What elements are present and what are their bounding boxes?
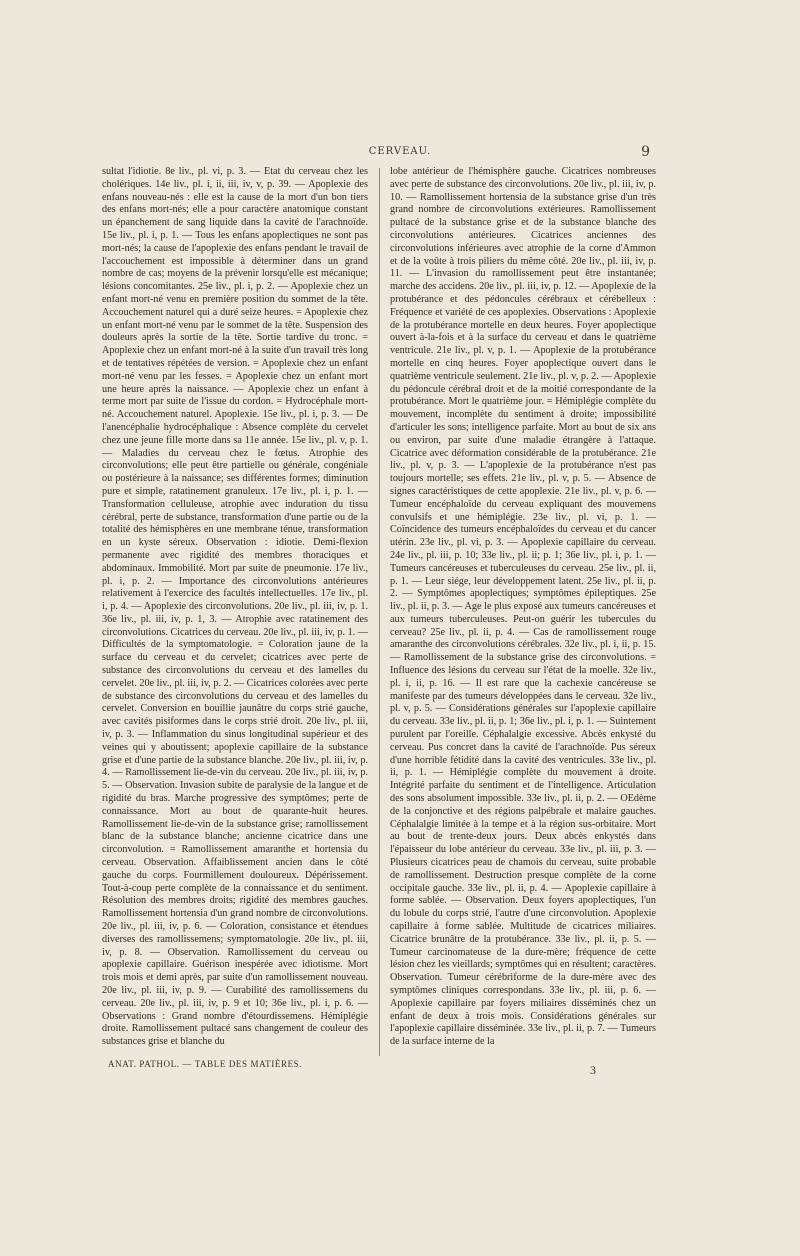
column-divider (379, 168, 380, 1056)
right-column (390, 166, 656, 1049)
page-number: 9 (641, 144, 650, 160)
running-head (0, 146, 800, 160)
running-title: CERVEAU. (368, 146, 432, 157)
left-column (102, 166, 368, 1049)
left-column-text: sultat l'idiotie. 8e liv., pl. vi, p. 3. — Etat du cerveau chez les cholériques. 14e liv., pl. i, ii, iii, iv, v, p. 39. — Apoplexie des enfans nouveau-nés : elle est la cause de la mort d'un bon tiers des enfans mort-nés; elle a pour caractère anatomique constant un épanchement de sang liquide dans la cavité de l'arachnoïde. 15e liv., pl. i, p. 1. — Tous les enfans apoplectiques ne sont pas mort-nés; la cause de l'apoplexie des enfans pendant le travail de l'accouchement est impossible à déterminer dans un grand nombre de cas; moyens de la prévenir lorsqu'elle est mécanique; lésions concomitantes. 25e liv., pl. i, p. 2. — Apoplexie chez un enfant mort-né venu en première position du sommet de la tête. Accouchement naturel qui a duré seize heures. = Apoplexie chez un enfant mort-né venu par le sommet de la tête. Suspension des douleurs après la sortie de la tête. Sortie tardive du tronc. = Apoplexie chez un enfant mort-né à la suite d'un travail très long et de tentatives répétées de version. = Apoplexie chez un enfant mort-né venu par les fesses. = Apoplexie chez un enfant mort une heure après la naissance. — Apoplexie chez un enfant à terme mort par suite de l'issue du cordon. = Hydrocéphale mort-né. Accouchement naturel. Apoplexie. 15e liv., pl. i, p. 3. — De l'anencéphalie hydrocéphalique : Absence complète du cervelet chez une jeune fille morte dans sa 11e année. 15e liv., pl. v, p. 1. — Maladies du cerveau chez le fœtus. Atrophie des circonvolutions; elle peut être partielle ou générale, congéniale ou postérieure à la naissance; ses différentes formes; diminution pure et simple, ratatinement granuleux. 17e liv., pl. i, p. 1. — Transformation celluleuse, atrophie avec induration du tissu cérébral, perte de substance, transformation d'une partie ou de la totalité des hémisphères en une membrane ténue, transformation en un kyste séreux. Observation : idiotie. Demi-flexion permanente avec rigidité des membres thoraciques et abdominaux. Immobilité. Mort par suite de pneumonie. 17e liv., pl. i, p. 2. — Importance des circonvolutions antérieures relativement à l'exercice des facultés intellectuelles. 17e liv., pl. i, p. 4. — Apoplexie des circonvolutions. 20e liv., pl. iii, iv, p. 1. 36e liv., pl. iii, iv, p. 1, 3. — Atrophie avec ratatinement des circonvolutions. Cicatrices du cerveau. 20e liv., pl. iii, iv, p. 1. — Difficultés de la symptomatologie. = Coloration jaune de la surface du cerveau et du cervelet; cicatrices avec perte de substance des circonvolutions du cerveau et des lamelles du cervelet. 20e liv., pl. iii, iv, p. 2. — Cicatrices colorées avec perte de substance des circonvolutions du cerveau et des lamelles du cervelet. Conversion en bouillie jaunâtre du corps strié gauche, avec cavités pisiformes dans le corps strié droit. 20e liv., pl. iii, iv, p. 3. — Inflammation du sinus longitudinal supérieur et des veines qui y aboutissent; apoplexie capillaire de la substance grise et d'une partie de la substance blanche. 20e liv., pl. iii, iv, p. 4. — Ramollissement lie-de-vin du cerveau. 20e liv., pl. iii, iv, p. 5. — Observation. Invasion subite de paralysie de la langue et de rigidité du bras. Marche progressive des symptômes; perte de connaissance. Mort au bout de quarante-huit heures. Ramollissement lie-de-vin de la substance grise; ramollissement blanc de la substance blanche; ancienne cicatrice dans une circonvolution. = Ramollissement amaranthe et hortensia du cerveau. Observation. Affaiblissement ancien dans le côté gauche du corps. Fourmillement douloureux. Dépérissement. Tout-à-coup perte complète de la connaissance et du sentiment. Résolution des membres droits; rigidité des membres gauches. Ramollissement hortensia d'un grand nombre de circonvolutions. 20e liv., pl. iii, iv, p. 6. — Coloration, consistance et étendues diverses des ramollissemens; symptomatologie. 20e liv., pl. iii, iv, p. 8. — Observation. Ramollissement du cerveau ou apoplexie capillaire. Guérison inespérée avec idiotisme. Mort trois mois et demi après, par suite d'un ramollissement nouveau. 20e liv., pl. iii, iv, p. 9. — Curabilité des ramollissemens du cerveau. 20e liv., pl. iii, iv, p. 9 et 10; 36e liv., pl. i, p. 6. — Observations : Grand nombre d'étourdissemens. Hémiplégie droite. Ramollissement pultacé sans changement de couleur des substances grise et blanche du (102, 166, 368, 1048)
signature-mark: 3 (590, 1063, 596, 1077)
footer-title: ANAT. PATHOL. — TABLE DES MATIÈRES. (108, 1059, 303, 1069)
right-column-text: lobe antérieur de l'hémisphère gauche. Cicatrices nombreuses avec perte de substance des circonvolutions. 20e liv., pl. iii, iv, p. 10. — Ramollissement hortensia de la substance grise d'un très grand nombre de circonvolutions extérieures. Ramollissement pultacé de la substance grise et de la substance blanche des circonvolutions antérieures. Cicatrices anciennes des circonvolutions inférieures avec atrophie de la corne d'Ammon et de la voûte à trois piliers du même côté. 20e liv., pl. iii, iv, p. 11. — L'invasion du ramollissement peut être instantanée; marche des accidens. 20e liv., pl. iii, iv, p. 12. — Apoplexie de la protubérance et des pédoncules cérébraux et cérébelleux : Fréquence et variété de ces apoplexies. Observations : Apoplexie de la protubérance mortelle en deux heures. Foyer apoplectique ouvert à-la-fois et à la surface du cerveau et dans le quatrième ventricule. 21e liv., pl. v, p. 1. — Apoplexie de la protubérance mortelle en cinq heures. Foyer apoplectique ouvert dans le quatrième ventricule seulement. 21e liv., pl. v, p. 2. — Apoplexie du pédoncule cérébral droit et de la moitié correspondante de la protubérance. Mort le quatrième jour. = Hémiplégie complète du mouvement, incomplète du sentiment à droite; impossibilité d'articuler les sons; intelligence parfaite. Mort au bout de six ans ou environ, par suite d'une maladie étrangère à l'attaque. Cicatrice avec déformation considérable de la protubérance. 21e liv., pl. v, p. 3. — L'apoplexie de la protubérance n'est pas toujours mortelle; ses effets. 21e liv., pl. v, p. 5. — Absence de signes caractéristiques de cette apoplexie. 21e liv., pl. v, p. 6. — Tumeur encéphaloïde du cerveau expliquant des mouvemens convulsifs et une hémiplégie. 23e liv., pl. vi, p. 1. — Coïncidence des tumeurs encéphaloïdes du cerveau et du cancer utérin. 23e liv., pl. vi, p. 3. — Apoplexie capillaire du cerveau. 24e liv., pl. iii, p. 10; 33e liv., pl. ii; p. 1; 36e liv., pl. i, p. 1. — Tumeurs cancéreuses et tuberculeuses du cerveau. 25e liv., pl. ii, p. 1. — Leur siége, leur développement latent. 25e liv., pl. ii, p. 2. — Symptômes apoplectiques; symptômes épileptiques. 25e liv., pl. ii, p. 3. — Age le plus exposé aux tumeurs cancéreuses et aux tumeurs tuberculeuses. Peut-on guérir les tubercules du cerveau? 25e liv., pl. ii, p. 4. — Cas de ramollissement rouge amaranthe des circonvolutions cérébrales. 32e liv., pl. i, ii, p. 15. — Ramollissement de la substance grise des circonvolutions. = Influence des lésions du cerveau sur l'état de la moelle. 32e liv., pl. i, ii, p. 16. — Il est rare que la cachexie cancéreuse se manifeste par des tumeurs développées dans le cerveau. 32e liv., pl. v, p. 5. — Considérations générales sur l'apoplexie capillaire du cerveau. 33e liv., pl. ii, p. 1; 36e liv., pl. i, p. 1. — Suintement purulent par l'oreille. Céphalalgie excessive. Abcès enkysté du cerveau. Pus concret dans la cavité de l'arachnoïde. Pus séreux d'une horrible fétidité dans la cavité des ventricules. 33e liv., pl. ii, p. 1. — Hémiplégie complète du mouvement à droite. Intégrité parfaite du sentiment et de l'intelligence. Articulation des sons absolument impossible. 33e liv., pl. ii, p. 2. — OEdème de la conjonctive et des régions palpébrale et malaire gauches. Céphalalgie limitée à la tempe et à la région sus-orbitaire. Mort au bout de trente-deux jours. Deux abcès enkystés dans l'épaisseur du lobe antérieur du cerveau. 33e liv., pl. iii, p. 3. — Plusieurs cicatrices peau de chamois du cerveau, suite probable de ramollissement. Destruction presque complète de la corne occipitale gauche. 33e liv., pl. ii, p. 4. — Apoplexie capillaire à forme sablée. — Observation. Deux foyers apoplectiques, l'un du lobule du corps strié, l'autre d'une circonvolution. Apoplexie capillaire à forme sablée. Multitude de cicatrices miliaires. Cicatrice brunâtre de la protubérance. 33e liv., pl. ii, p. 5. — Tumeur carcinomateuse de la dure-mère; fréquence de cette lésion chez les vieillards; symptômes qui en résultent; caractères. Observation. Tumeur cérébriforme de la dure-mère avec des symptômes cliniques correspondans. 33e liv., pl. iii, p. 6. — Apoplexie capillaire par foyers miliaires disséminés chez un enfant de deux à trois mois. Considérations générales sur l'apoplexie capillaire disséminée. 33e liv., pl. ii, p. 7. — Tumeurs de la surface interne de la (390, 166, 656, 1048)
